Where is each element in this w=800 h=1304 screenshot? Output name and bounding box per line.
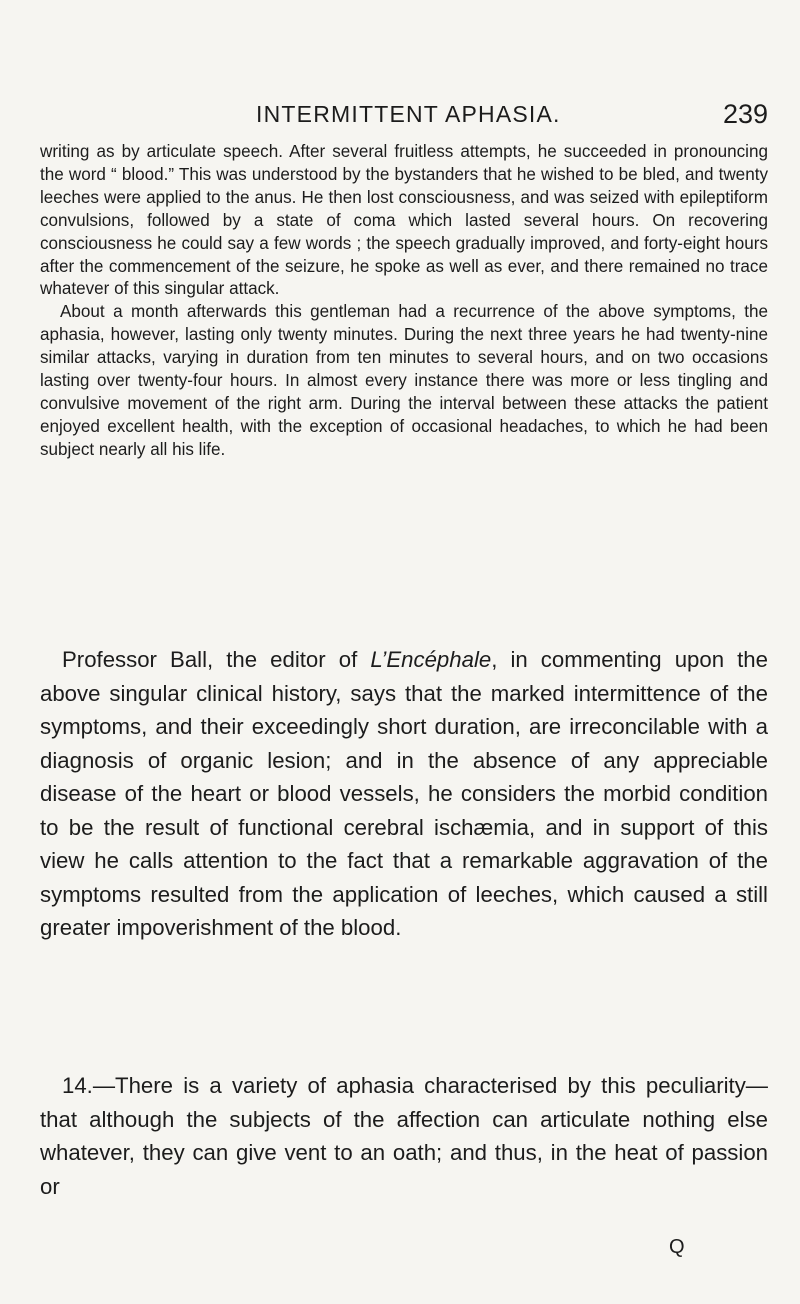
- paragraph-section-14: 14.—There is a variety of aphasia characterised by this peculiarity—that although the subjects of the affection can articulate nothing else whatever, they can give vent to an oath; and thus, in the heat of passion or: [40, 1073, 768, 1199]
- signature-mark: Q: [669, 1236, 685, 1258]
- page-number: 239: [722, 99, 768, 129]
- commentary-text-end: , in commenting upon the above singular clinical history, says that the marked intermittence of the symptoms, and their exceedingly short duration, are irreconcilable with a diagnosis of organic lesion; and in the absence of any appreciable disease of the heart or blood vessels, he considers the morbid condition to be the result of functional cerebral ischæmia, and in support of this view he calls attention to the fact that a remarkable aggravation of the symptoms resulted from the application of leeches, which caused a still greater impoverishment of the blood.: [40, 647, 768, 940]
- book-page: [40, 0, 770, 1304]
- case-report-text: [40, 141, 768, 462]
- running-title: INTERMITTENT APHASIA.: [256, 101, 561, 127]
- paragraph-commentary: [40, 643, 768, 945]
- paragraph-recurrence: About a month afterwards this gentleman had a recurrence of the above symptoms, the aphasia, however, lasting only twenty minutes. During the next three years he had twenty-nine similar attacks, varying in duration from ten minutes to several hours, and on two occasions lasting over twenty-four hours. In almost every instance there was more or less tingling and convulsive movement of the right arm. During the interval between these attacks the patient enjoyed excellent health, with the exception of occasional headaches, to which he had been subject nearly all his life.: [40, 302, 768, 459]
- running-head: [40, 94, 770, 134]
- journal-title: L’Encéphale: [370, 647, 492, 672]
- paragraph-continuation: writing as by articulate speech. After several fruitless attempts, he succeeded in pronouncing the word “ blood.” This was understood by the bystanders that he wished to be bled, and twenty leeches were applied to the anus. He then lost consciousness, and was seized with epileptiform convulsions, followed by a state of coma which lasted several hours. On recovering consciousness he could say a few words ; the speech gradually improved, and forty-eight hours after the commencement of the seizure, he spoke as well as ever, and there remained no trace whatever of this singular attack.: [40, 142, 768, 299]
- commentary-text-start: Professor Ball, the editor of: [62, 647, 371, 672]
